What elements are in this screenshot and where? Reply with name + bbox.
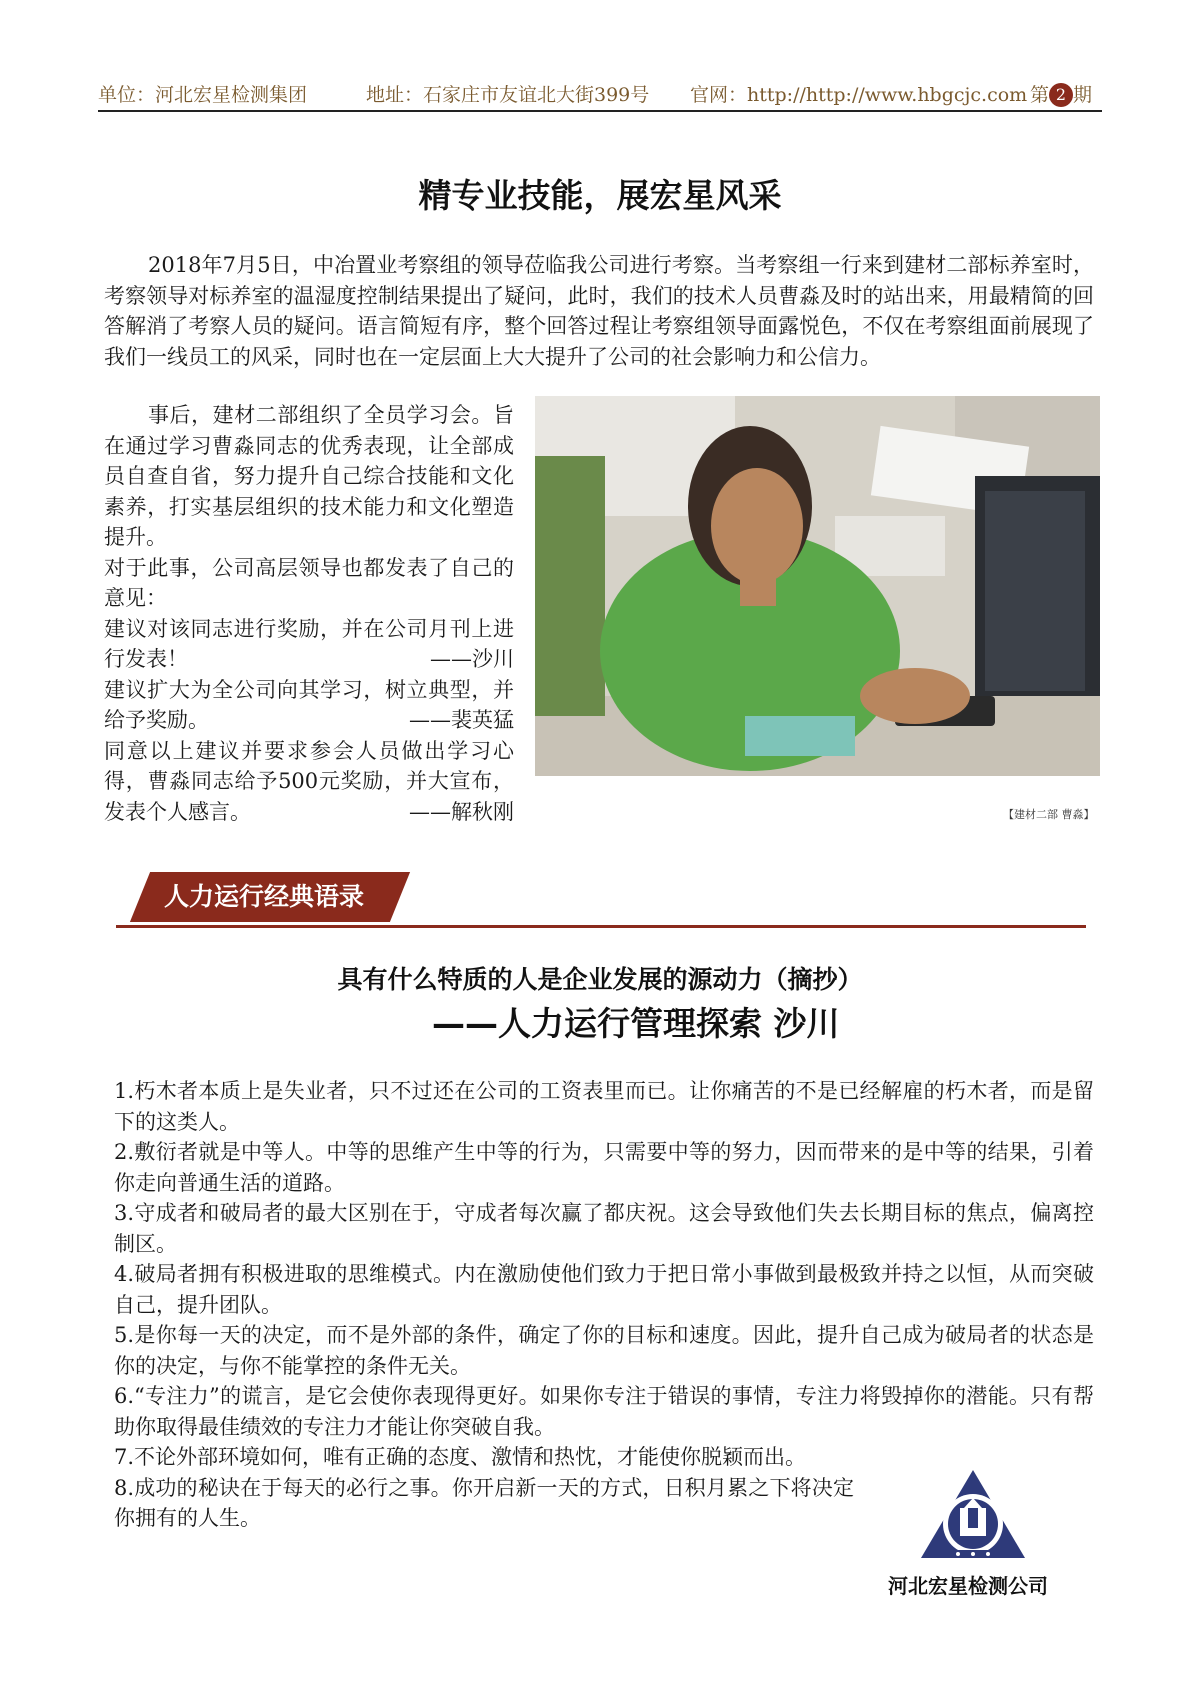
company-logo-icon (918, 1468, 1028, 1566)
header-issue (1030, 80, 1092, 107)
quote-item-5: 5.是你每一天的决定，而不是外部的条件，确定了你的目标和速度。因此，提升自己成为破局者的状态是你的决定，与你不能掌控的条件无关。 (114, 1323, 1094, 1378)
opinion-2-author: ——裴英猛 (409, 708, 514, 732)
header-website-text[interactable]: 官网：http://http://www.hbgcjc.com (690, 84, 1028, 106)
quote-item-4: 4.破局者拥有积极进取的思维模式。内在激励使他们致力于把日常小事做到最极致并持之以恒，从而突破自己，提升团队。 (114, 1262, 1094, 1317)
opinion-3-text: 同意以上建议并要求参会人员做出学习心得，曹淼同志给予500元奖励，并大宣布，发表个人感言。 (104, 738, 514, 824)
banner-rule (116, 925, 1086, 928)
section-banner (116, 872, 1086, 928)
quotes-list (114, 1076, 1094, 1534)
article-paragraph-3: 对于此事，公司高层领导也都发表了自己的意见： (104, 555, 514, 610)
article-paragraph-1: 2018年7月5日，中冶置业考察组的领导莅临我公司进行考察。当考察组一行来到建材二部标养室时，考察领导对标养室的温湿度控制结果提出了疑问，此时，我们的技术人员曹淼及时的站出来，用最精简的回答解消了考察人员的疑问。语言简短有序，整个回答过程让考察组领导面露悦色，不仅在考察组面前展现了我们一线员工的风采，同时也在一定层面上大大提升了公司的社会影响力和公信力。 (104, 253, 1094, 369)
section-subtitle-2: ——人力运行管理探索 沙川 (432, 1004, 840, 1043)
header-unit: 单位：河北宏星检测集团 (98, 84, 308, 106)
quote-item-2: 2.敷衍者就是中等人。中等的思维产生中等的行为，只需要中等的努力，因而带来的是中等的结果，引着你走向普通生活的道路。 (114, 1140, 1094, 1195)
issue-suffix: 期 (1073, 84, 1093, 106)
opinion-2-text: 建议扩大为全公司向其学习，树立典型，并给予奖励。 (104, 677, 514, 732)
article-title: 精专业技能，展宏星风采 (418, 176, 782, 215)
section-subtitle-1: 具有什么特质的人是企业发展的源动力（摘抄） (337, 965, 863, 994)
page-header (98, 78, 1102, 112)
quote-item-7: 7.不论外部环境如何，唯有正确的态度、激情和热忱，才能使你脱颖而出。 (114, 1445, 807, 1469)
company-logo-text: 河北宏星检测公司 (888, 1574, 1048, 1598)
opinion-3-author: ——解秋刚 (409, 799, 514, 824)
article-paragraph-2: 事后，建材二部组织了全员学习会。旨在通过学习曹淼同志的优秀表现，让全部成员自查自省，努力提升自己综合技能和文化素养，打实基层组织的技术能力和文化塑造提升。 (104, 403, 514, 549)
header-address: 地址：石家庄市友谊北大街399号 (366, 84, 650, 106)
article-left-column (104, 400, 514, 827)
banner-label: 人力运行经典语录 (164, 882, 365, 911)
issue-prefix: 第 (1030, 84, 1050, 106)
issue-number-badge: 2 (1049, 83, 1073, 107)
photo-caption: 【建材二部 曹淼】 (1003, 808, 1095, 821)
opinion-1-author: ——沙川 (430, 647, 514, 671)
opinion-2 (104, 675, 514, 736)
photo-illustration (535, 396, 1100, 776)
banner-box (130, 872, 410, 922)
opinion-1 (104, 614, 514, 675)
quote-item-1: 1.朽木者本质上是失业者，只不过还在公司的工资表里而已。让你痛苦的不是已经解雇的朽木者，而是留下的这类人。 (114, 1079, 1094, 1134)
article-photo (535, 396, 1100, 776)
opinion-1-text: 建议对该同志进行奖励，并在公司月刊上进行发表！ (104, 616, 514, 671)
quote-item-6: 6.“专注力”的谎言，是它会使你表现得更好。如果你专注于错误的事情，专注力将毁掉你的潜能。只有帮助你取得最佳绩效的专注力才能让你突破自我。 (114, 1384, 1094, 1439)
opinion-3 (104, 736, 514, 828)
header-website[interactable] (690, 80, 1027, 107)
quote-item-3: 3.守成者和破局者的最大区别在于，守成者每次赢了都庆祝。这会导致他们失去长期目标的焦点，偏离控制区。 (114, 1201, 1094, 1256)
quote-item-8: 8.成功的秘诀在于每天的必行之事。你开启新一天的方式，日积月累之下将决定你拥有的人生。 (114, 1475, 854, 1530)
